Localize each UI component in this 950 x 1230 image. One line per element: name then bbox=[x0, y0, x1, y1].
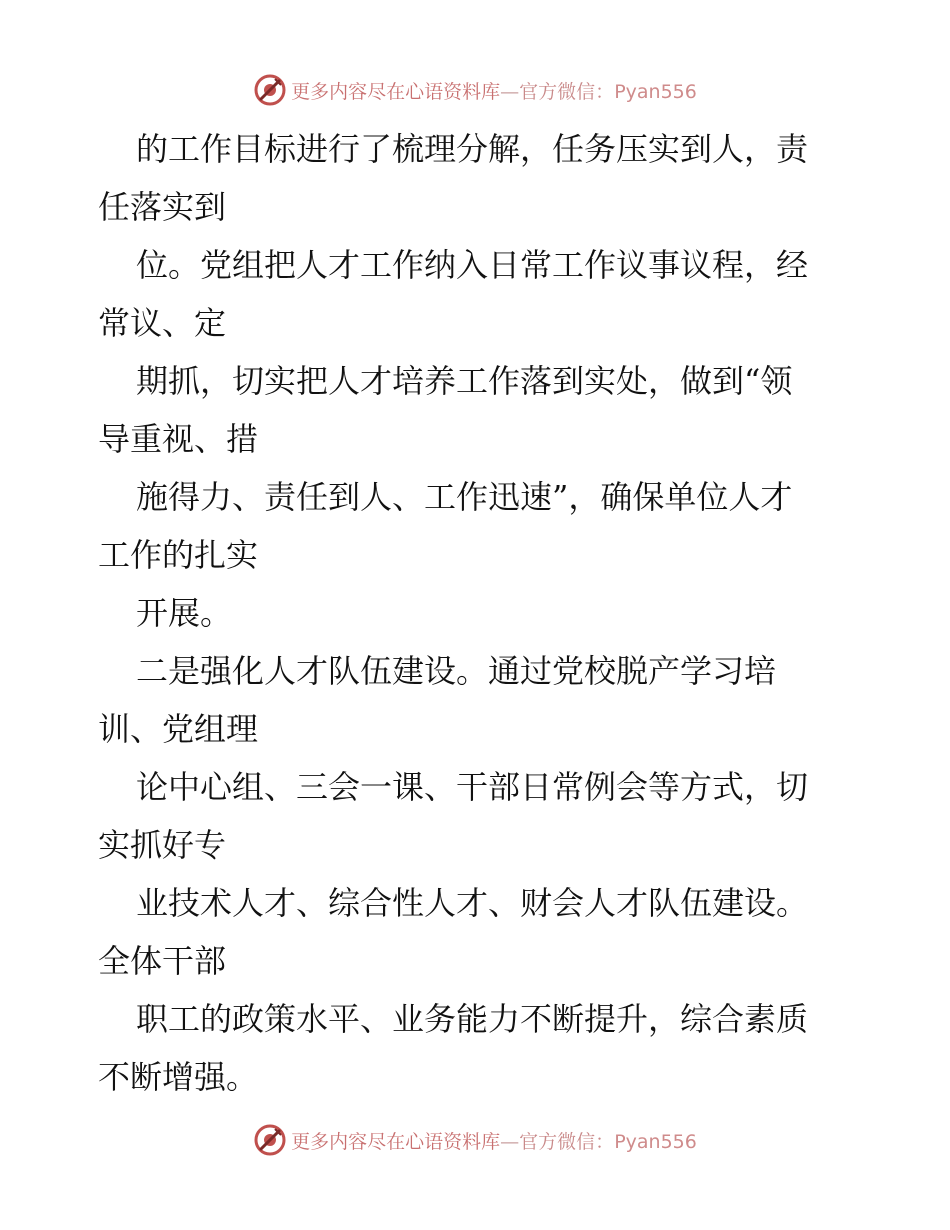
header-watermark-banner bbox=[0, 68, 950, 112]
text-line: 的工作目标进行了梳理分解，任务压实到人，责 bbox=[136, 130, 809, 168]
text-line: 常议、定 bbox=[98, 304, 227, 342]
watermark-sub: 官方微信： bbox=[519, 1130, 615, 1153]
text-line: 论中心组、三会一课、干部日常例会等方式，切 bbox=[136, 768, 809, 806]
document-body bbox=[98, 120, 858, 1106]
text-line: 实抓好专 bbox=[98, 826, 227, 864]
watermark-text bbox=[291, 77, 697, 104]
text-line: 训、党组理 bbox=[98, 710, 259, 748]
text-line: 全体干部 bbox=[98, 942, 227, 980]
footer-watermark-banner bbox=[0, 1118, 950, 1162]
text-line: 施得力、责任到人、工作迅速”，确保单位人才 bbox=[136, 478, 793, 516]
watermark-text bbox=[291, 1127, 697, 1154]
watermark-id: Pyan556 bbox=[614, 80, 697, 103]
watermark-dash: — bbox=[500, 80, 520, 103]
brand-logo-icon bbox=[253, 1123, 287, 1157]
watermark-sub: 官方微信： bbox=[519, 80, 615, 103]
watermark-main: 更多内容尽在心语资料库 bbox=[291, 80, 501, 103]
text-line: 二是强化人才队伍建设。通过党校脱产学习培 bbox=[136, 652, 777, 690]
watermark-dash: — bbox=[500, 1130, 520, 1153]
watermark-id: Pyan556 bbox=[614, 1130, 697, 1153]
text-line: 任落实到 bbox=[98, 188, 227, 226]
text-line: 职工的政策水平、业务能力不断提升，综合素质 bbox=[136, 1000, 809, 1038]
text-line: 开展。 bbox=[136, 594, 233, 632]
text-line: 业技术人才、综合性人才、财会人才队伍建设。 bbox=[136, 884, 809, 922]
text-line: 导重视、措 bbox=[98, 420, 259, 458]
text-line: 期抓，切实把人才培养工作落到实处，做到“领 bbox=[136, 362, 793, 400]
text-line: 位。党组把人才工作纳入日常工作议事议程，经 bbox=[136, 246, 809, 284]
brand-logo-icon bbox=[253, 73, 287, 107]
watermark-main: 更多内容尽在心语资料库 bbox=[291, 1130, 501, 1153]
text-line: 不断增强。 bbox=[98, 1058, 259, 1096]
text-line: 工作的扎实 bbox=[98, 536, 259, 574]
